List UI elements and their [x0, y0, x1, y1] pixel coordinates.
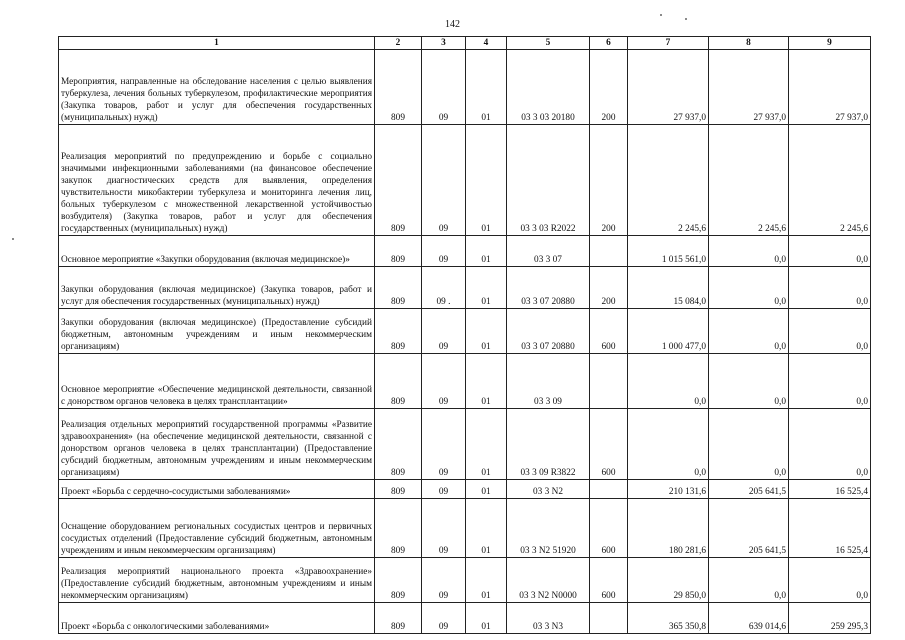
row-expense-type: [590, 603, 628, 634]
row-ministry-code: 809: [375, 236, 422, 267]
row-subsection-code: 01: [466, 267, 507, 309]
budget-table: [58, 36, 871, 634]
row-subsection-code: 01: [466, 354, 507, 409]
row-amount-col-8: 0,0: [709, 558, 789, 603]
row-section-code: 09: [422, 50, 466, 125]
table-row: [59, 50, 871, 125]
header-col-3: 3: [422, 37, 466, 50]
row-description: Основное мероприятие «Закупки оборудования (включая медицинское)»: [59, 236, 375, 267]
row-amount-col-8: 2 245,6: [709, 125, 789, 236]
scan-speck: [12, 238, 14, 240]
header-col-5: 5: [507, 37, 590, 50]
header-col-4: 4: [466, 37, 507, 50]
row-subsection-code: 01: [466, 236, 507, 267]
row-section-code: 09: [422, 354, 466, 409]
row-description: Реализация мероприятий по предупреждению и борьбе с социально значимыми инфекционными заболеваниями (на финансовое обеспечение закупок диагностических средств для выявления, определения чувствительности микобактерии туберкулеза и мониторинга лечения лиц, больных туберкулезом с множественной лекарственной устойчивостью возбудителя) (Закупка товаров, работ и услуг для обеспечения государственных (муниципальных) нужд): [59, 125, 375, 236]
scan-speck: [660, 14, 662, 16]
header-row: [59, 37, 871, 50]
table-row: [59, 309, 871, 354]
row-expense-type: [590, 354, 628, 409]
row-target-article: 03 3 07: [507, 236, 590, 267]
row-ministry-code: 809: [375, 603, 422, 634]
row-ministry-code: 809: [375, 558, 422, 603]
row-amount-col-7: 180 281,6: [628, 499, 709, 558]
row-amount-col-8: 27 937,0: [709, 50, 789, 125]
row-expense-type: [590, 236, 628, 267]
row-subsection-code: 01: [466, 603, 507, 634]
table-row: [59, 499, 871, 558]
row-section-code: 09: [422, 499, 466, 558]
row-ministry-code: 809: [375, 125, 422, 236]
row-expense-type: 600: [590, 409, 628, 480]
header-col-9: 9: [789, 37, 871, 50]
row-expense-type: [590, 480, 628, 499]
row-amount-col-8: 205 641,5: [709, 480, 789, 499]
table-row: [59, 267, 871, 309]
row-section-code: 09: [422, 125, 466, 236]
row-section-code: 09 .: [422, 267, 466, 309]
row-description: Оснащение оборудованием региональных сосудистых центров и первичных сосудистых отделений (Предоставление субсидий бюджетным, автономным учреждениям и иным некоммерческим организациям): [59, 499, 375, 558]
row-subsection-code: 01: [466, 309, 507, 354]
table-row: [59, 125, 871, 236]
row-amount-col-7: 27 937,0: [628, 50, 709, 125]
row-amount-col-9: 16 525,4: [789, 499, 871, 558]
row-description: Закупки оборудования (включая медицинское) (Предоставление субсидий бюджетным, автономным учреждениям и иным некоммерческим организациям): [59, 309, 375, 354]
row-amount-col-9: 16 525,4: [789, 480, 871, 499]
row-target-article: 03 3 N2 N0000: [507, 558, 590, 603]
row-ministry-code: 809: [375, 409, 422, 480]
row-subsection-code: 01: [466, 499, 507, 558]
row-section-code: 09: [422, 558, 466, 603]
scan-speck: [685, 18, 687, 20]
table-row: [59, 603, 871, 634]
row-amount-col-8: 639 014,6: [709, 603, 789, 634]
row-description: Реализация отдельных мероприятий государственной программы «Развитие здравоохранения» (на обеспечение медицинской деятельности, связанной с донорством органов человека в целях трансплантации) (Предоставление субсидий бюджетным, автономным учреждениям и иным некоммерческим организациям): [59, 409, 375, 480]
row-target-article: 03 3 N3: [507, 603, 590, 634]
row-amount-col-7: 0,0: [628, 409, 709, 480]
table-row: [59, 354, 871, 409]
row-ministry-code: 809: [375, 499, 422, 558]
row-amount-col-7: 0,0: [628, 354, 709, 409]
row-section-code: 09: [422, 480, 466, 499]
row-section-code: 09: [422, 409, 466, 480]
row-target-article: 03 3 03 20180: [507, 50, 590, 125]
row-section-code: 09: [422, 309, 466, 354]
row-description: Проект «Борьба с онкологическими заболеваниями»: [59, 603, 375, 634]
row-ministry-code: 809: [375, 267, 422, 309]
row-subsection-code: 01: [466, 480, 507, 499]
row-target-article: 03 3 09: [507, 354, 590, 409]
row-expense-type: 200: [590, 125, 628, 236]
row-section-code: 09: [422, 236, 466, 267]
header-col-8: 8: [709, 37, 789, 50]
row-target-article: 03 3 07 20880: [507, 267, 590, 309]
row-target-article: 03 3 N2 51920: [507, 499, 590, 558]
row-amount-col-8: 0,0: [709, 236, 789, 267]
row-ministry-code: 809: [375, 309, 422, 354]
row-description: Основное мероприятие «Обеспечение медицинской деятельности, связанной с донорством органов человека в целях трансплантации»: [59, 354, 375, 409]
row-description: Закупки оборудования (включая медицинское) (Закупка товаров, работ и услуг для обеспечения государственных (муниципальных) нужд): [59, 267, 375, 309]
row-amount-col-8: 0,0: [709, 267, 789, 309]
row-amount-col-9: 0,0: [789, 354, 871, 409]
row-ministry-code: 809: [375, 50, 422, 125]
row-amount-col-8: 0,0: [709, 354, 789, 409]
row-amount-col-9: 259 295,3: [789, 603, 871, 634]
row-amount-col-9: 0,0: [789, 409, 871, 480]
table-row: [59, 480, 871, 499]
row-subsection-code: 01: [466, 125, 507, 236]
row-amount-col-8: 0,0: [709, 409, 789, 480]
row-amount-col-7: 1 015 561,0: [628, 236, 709, 267]
row-section-code: 09: [422, 603, 466, 634]
row-amount-col-9: 0,0: [789, 267, 871, 309]
row-expense-type: 600: [590, 558, 628, 603]
table-row: [59, 236, 871, 267]
row-ministry-code: 809: [375, 480, 422, 499]
row-expense-type: 600: [590, 309, 628, 354]
row-subsection-code: 01: [466, 50, 507, 125]
row-amount-col-7: 29 850,0: [628, 558, 709, 603]
header-col-1: 1: [59, 37, 375, 50]
row-amount-col-9: 0,0: [789, 309, 871, 354]
row-amount-col-9: 27 937,0: [789, 50, 871, 125]
row-amount-col-9: 0,0: [789, 236, 871, 267]
row-amount-col-9: 0,0: [789, 558, 871, 603]
row-description: Мероприятия, направленные на обследование населения с целью выявления туберкулеза, лечения больных туберкулезом, профилактические мероприятия (Закупка товаров, работ и услуг для обеспечения государственных (муниципальных) нужд): [59, 50, 375, 125]
row-subsection-code: 01: [466, 558, 507, 603]
row-target-article: 03 3 09 R3822: [507, 409, 590, 480]
row-expense-type: 200: [590, 50, 628, 125]
row-ministry-code: 809: [375, 354, 422, 409]
row-target-article: 03 3 03 R2022: [507, 125, 590, 236]
row-description: Реализация мероприятий национального проекта «Здравоохранение» (Предоставление субсидий бюджетным, автономным учреждениям и иным некоммерческим организациям): [59, 558, 375, 603]
header-col-6: 6: [590, 37, 628, 50]
header-col-2: 2: [375, 37, 422, 50]
row-amount-col-8: 205 641,5: [709, 499, 789, 558]
page-number: 142: [445, 19, 460, 30]
row-expense-type: 600: [590, 499, 628, 558]
row-target-article: 03 3 N2: [507, 480, 590, 499]
row-amount-col-7: 210 131,6: [628, 480, 709, 499]
row-amount-col-7: 1 000 477,0: [628, 309, 709, 354]
row-amount-col-8: 0,0: [709, 309, 789, 354]
table-row: [59, 409, 871, 480]
row-description: Проект «Борьба с сердечно-сосудистыми заболеваниями»: [59, 480, 375, 499]
row-subsection-code: 01: [466, 409, 507, 480]
row-amount-col-7: 365 350,8: [628, 603, 709, 634]
row-amount-col-7: 2 245,6: [628, 125, 709, 236]
header-col-7: 7: [628, 37, 709, 50]
row-target-article: 03 3 07 20880: [507, 309, 590, 354]
table-row: [59, 558, 871, 603]
row-amount-col-7: 15 084,0: [628, 267, 709, 309]
row-expense-type: 200: [590, 267, 628, 309]
row-amount-col-9: 2 245,6: [789, 125, 871, 236]
